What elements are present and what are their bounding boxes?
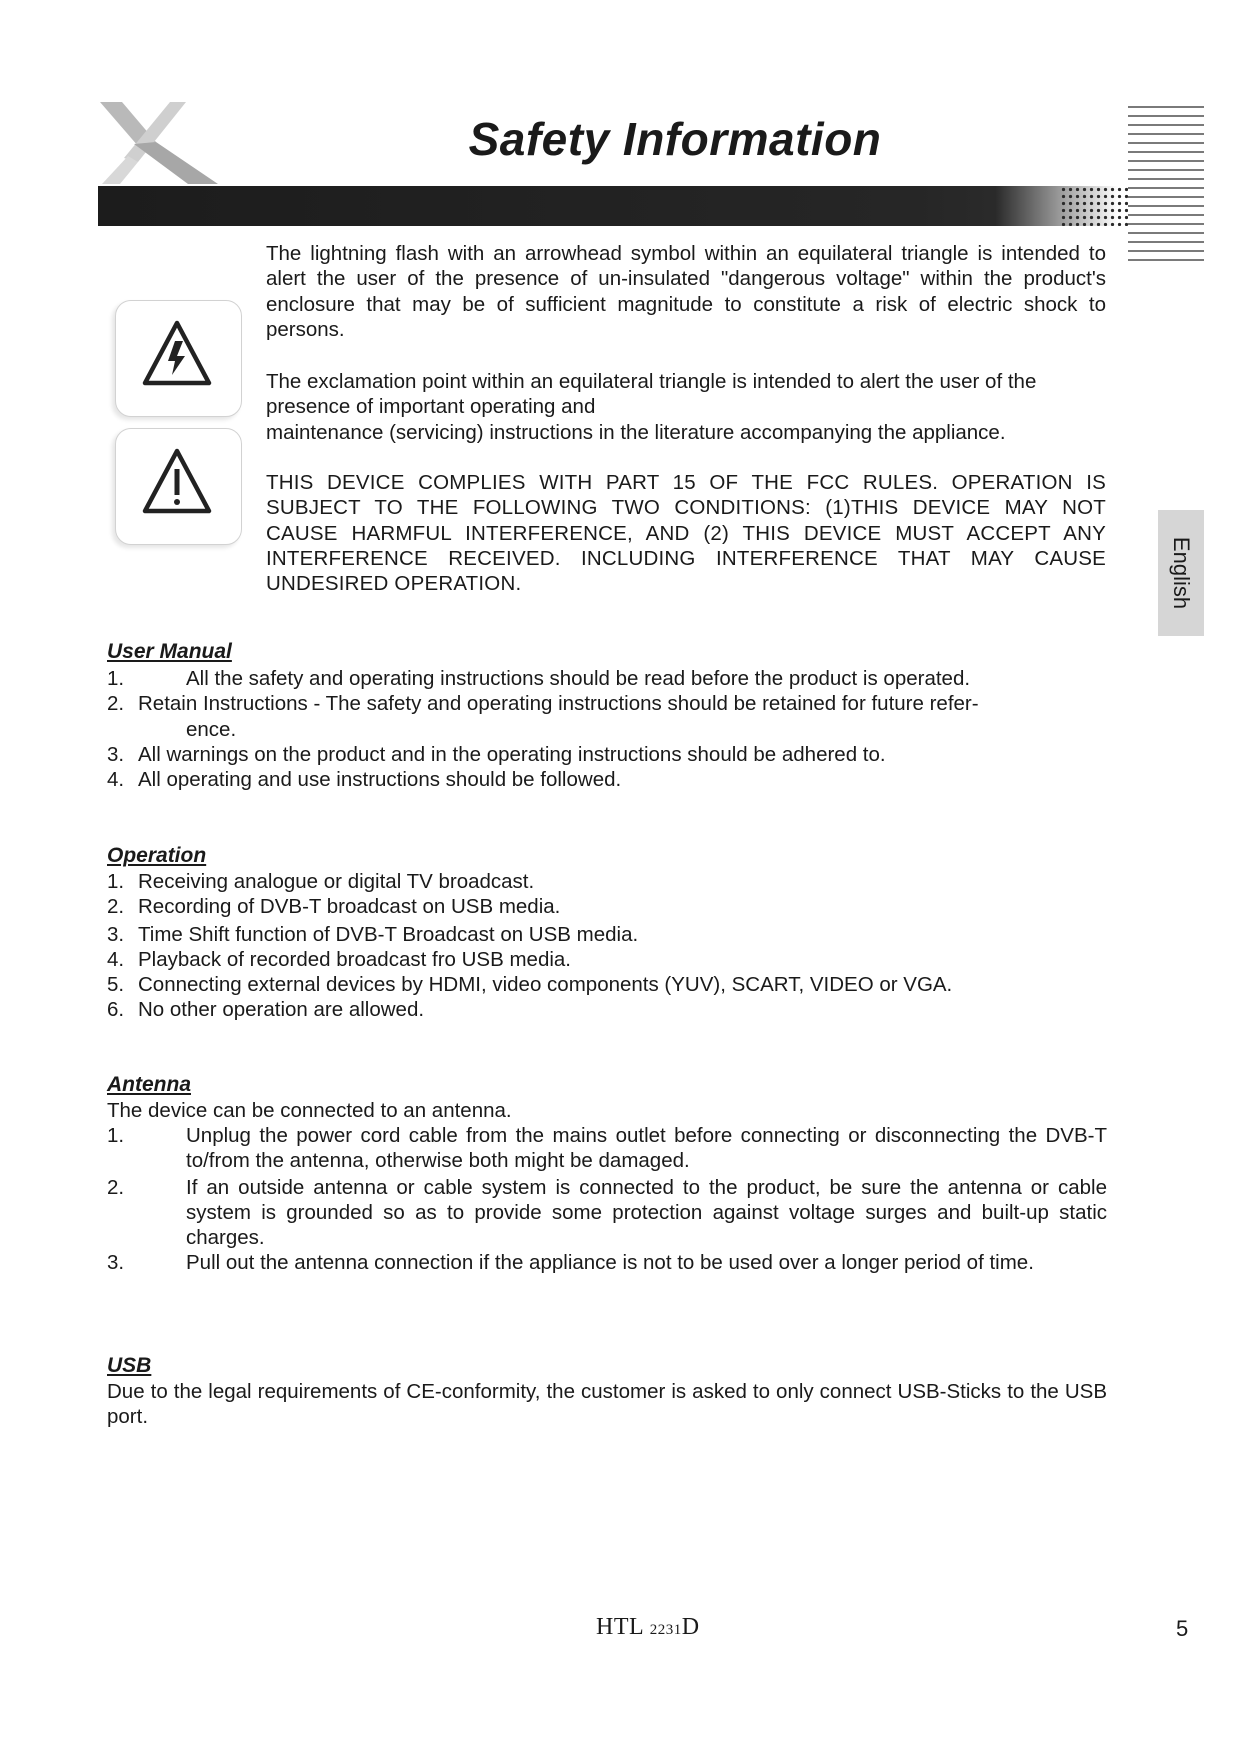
list-item-number: 3. <box>107 922 125 946</box>
usb-text: Due to the legal requirements of CE-conformity, the customer is asked to only connect USB-Sticks to the USB port. <box>107 1380 1107 1429</box>
language-tab[interactable] <box>1158 510 1204 636</box>
list-item-text: Receiving analogue or digital TV broadcast. <box>138 870 535 893</box>
list-item-text: All operating and use instructions should be followed. <box>138 768 622 792</box>
user-manual-list <box>107 666 1107 792</box>
title-bar-dots <box>1060 186 1130 226</box>
list-item <box>107 894 1107 919</box>
list-item-text: All the safety and operating instructions should be read before the product is operated. <box>186 667 971 690</box>
decorative-stripes <box>1128 106 1204 264</box>
list-item-number: 1. <box>107 870 125 893</box>
list-item-text: Unplug the power cord cable from the mains outlet before connecting or disconnecting the DVB-T to/from the antenna, otherwise both might be damaged. <box>186 1124 1107 1173</box>
list-item-text: Playback of recorded broadcast fro USB media. <box>138 947 571 971</box>
user-manual-heading: User Manual <box>107 640 232 663</box>
list-item <box>107 972 1107 997</box>
operation-heading: Operation <box>107 844 207 867</box>
x-logo-icon <box>98 100 218 190</box>
language-tab-label: English <box>1169 536 1194 610</box>
list-item-number: 4. <box>107 947 125 971</box>
list-item-number: 5. <box>107 973 125 997</box>
page-title: Safety Information <box>468 113 882 165</box>
exclamation-warning-line-2: maintenance (servicing) instructions in the literature accompanying the appliance. <box>266 420 1006 444</box>
list-item-text: Time Shift function of DVB-T Broadcast on USB media. <box>138 922 639 946</box>
usb-heading: USB <box>107 1354 152 1377</box>
list-item <box>107 947 1107 972</box>
list-item-number: 3. <box>107 742 125 766</box>
list-item-number: 4. <box>107 768 125 792</box>
list-item <box>107 742 1107 767</box>
list-item-number: 2. <box>107 692 125 716</box>
list-item-number: 1. <box>107 1124 125 1147</box>
list-item-number: 2. <box>107 895 125 919</box>
footer-model-name <box>596 1614 700 1641</box>
list-item-number: 6. <box>107 998 125 1022</box>
list-item-text: Connecting external devices by HDMI, video components (YUV), SCART, VIDEO or VGA. <box>138 973 953 997</box>
lightning-warning-text: The lightning flash with an arrowhead symbol within an equilateral triangle is intended to alert the user of the presence of un-insulated "dangerous voltage" within the product's enclosure that may be of sufficient magnitude to constitute a risk of electric shock to persons. <box>266 242 1106 341</box>
antenna-heading: Antenna <box>107 1073 191 1096</box>
list-item <box>107 1123 1107 1174</box>
operation-list <box>107 869 1107 1023</box>
exclamation-warning-icon <box>115 428 242 545</box>
list-item-number: 2. <box>107 1175 125 1199</box>
exclamation-warning-text <box>266 369 1106 445</box>
list-item-number: 1. <box>107 667 125 690</box>
list-item <box>107 666 1107 691</box>
list-item <box>107 767 1107 792</box>
exclamation-warning-line-1: The exclamation point within an equilateral triangle is intended to alert the user of the presence of important operating and <box>266 370 1037 419</box>
list-item-text: Recording of DVB-T broadcast on USB media. <box>138 895 561 919</box>
list-item-text: Retain Instructions - The safety and operating instructions should be retained for future refer- <box>138 692 979 716</box>
list-item-continuation: ence. <box>186 717 237 741</box>
list-item-text: All warnings on the product and in the operating instructions should be adhered to. <box>138 742 886 766</box>
model-suffix: D <box>681 1614 700 1640</box>
list-item-text: No other operation are allowed. <box>138 998 425 1022</box>
list-item <box>107 1250 1107 1275</box>
list-item <box>107 1175 1107 1251</box>
fcc-compliance-text: THIS DEVICE COMPLIES WITH PART 15 OF THE FCC RULES. OPERATION IS SUBJECT TO THE FOLLOWING TWO CONDITIONS: (1)THIS DEVICE MAY NOT CAUSE HARMFUL INTERFERENCE, AND (2) THIS DEVICE MUST ACCEPT ANY INTERFERENCE RECEIVED. INCLUDING INTERFERENCE THAT MAY CAUSE UNDESIRED OPERATION. <box>266 471 1106 596</box>
list-item <box>107 869 1107 894</box>
list-item <box>107 997 1107 1022</box>
lightning-warning-icon <box>115 300 242 417</box>
model-prefix: HTL <box>596 1614 644 1640</box>
antenna-list <box>107 1123 1107 1276</box>
list-item-text: If an outside antenna or cable system is connected to the product, be sure the antenna or cable system is grounded so as to provide some protection against voltage surges and built-up static charges. <box>186 1175 1107 1250</box>
model-number: 2231 <box>649 1622 682 1638</box>
list-item-text: Pull out the antenna connection if the appliance is not to be used over a longer period of time. <box>186 1251 1034 1275</box>
antenna-intro: The device can be connected to an antenna. <box>107 1099 512 1122</box>
title-bar <box>98 186 1118 226</box>
page-number: 5 <box>1176 1616 1189 1641</box>
list-item <box>107 922 1107 947</box>
list-item-number: 3. <box>107 1251 125 1275</box>
list-item <box>107 691 1107 742</box>
